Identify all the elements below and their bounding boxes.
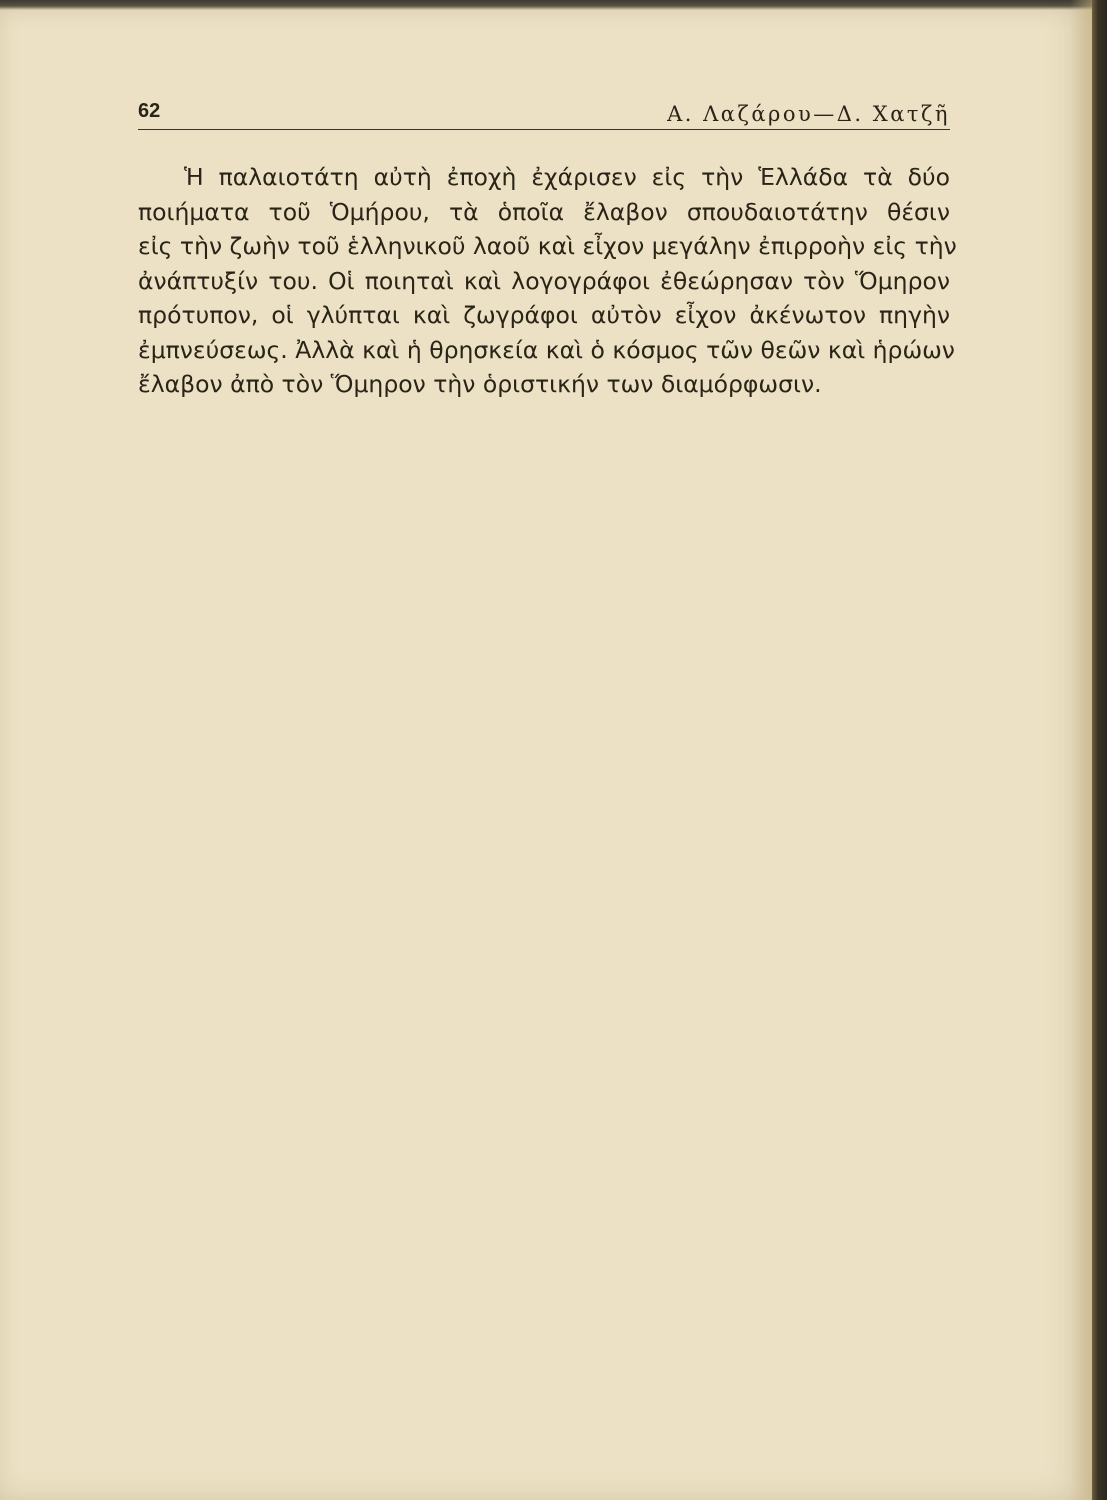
text-line: Ἡ παλαιοτάτη αὐτὴ ἐποχὴ ἐχάρισεν εἰς τὴν Ἑλλάδα τὰ δύο [184,163,950,191]
text-line: ποιήματα τοῦ Ὁμήρου, τὰ ὁποῖα ἔλαβον σπουδαιοτάτην θέσιν [138,197,950,226]
page-fold-shadow [1070,0,1092,1500]
header-rule [138,129,950,130]
page-number: 62 [138,100,161,122]
text-line: ἐμπνεύσεως. Ἀλλὰ καὶ ἡ θρησκεία καὶ ὁ κόσμος τῶν θεῶν καὶ ἡρώων [138,335,955,364]
scan-right-edge [1092,0,1107,1500]
body-paragraph [138,160,957,402]
page-header [138,100,950,132]
text-line: ἀνάπτυξίν του. Οἱ ποιηταὶ καὶ λογογράφοι ἐθεώρησαν τὸν Ὅμηρον [138,266,950,295]
text-line: πρότυπον, οἱ γλύπται καὶ ζωγράφοι αὐτὸν εἶχον ἀκένωτον πηγὴν [138,301,950,329]
text-line: εἰς τὴν ζωὴν τοῦ ἑλληνικοῦ λαοῦ καὶ εἶχον μεγάλην ἐπιρροὴν εἰς τὴν [138,232,957,260]
scan-top-edge [0,0,1107,10]
running-head: Α. Λαζάρου—Δ. Χατζῆ [667,102,950,126]
text-line: ἔλαβον ἀπὸ τὸν Ὅμηρον τὴν ὁριστικήν των διαμόρφωσιν. [138,370,822,398]
